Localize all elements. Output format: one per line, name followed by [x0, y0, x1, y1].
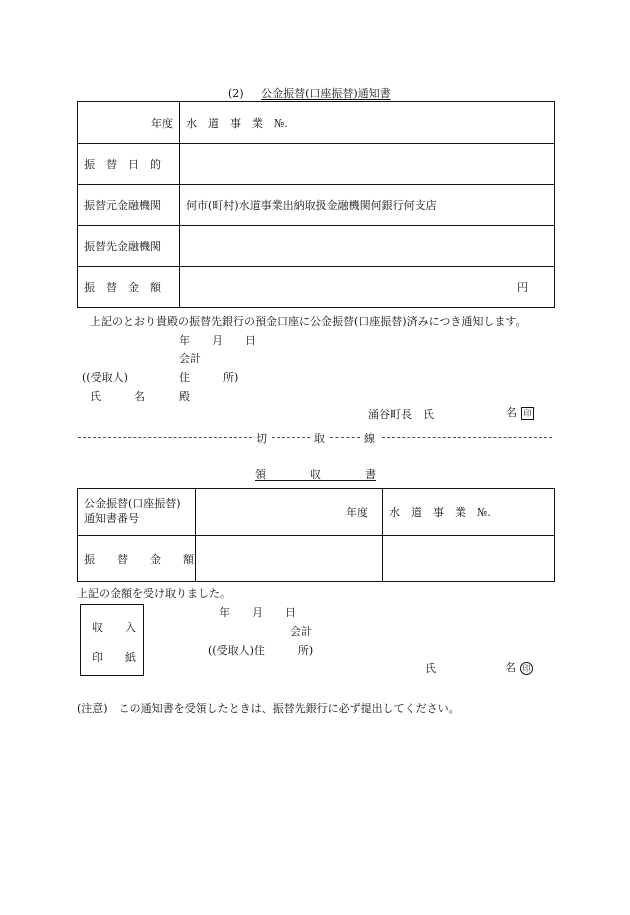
seal-icon: 印 — [520, 662, 533, 675]
cut-dash — [382, 437, 552, 438]
revenue-stamp-box — [80, 604, 144, 676]
amount-label: 振 替 金 額 — [78, 267, 180, 308]
receipt-name-seal — [505, 659, 533, 675]
mayor-title: 涌谷町長 氏 — [368, 408, 434, 421]
cut-dash — [272, 437, 310, 438]
table-row — [78, 536, 555, 582]
mayor-name-label: 名 — [506, 406, 517, 419]
stamp-line-2: 印 紙 — [92, 651, 136, 664]
cut-char-3: 線 — [364, 432, 375, 445]
receipt-amount-label: 振 替 金 額 — [78, 536, 196, 582]
receipt-title: 領 収 書 — [255, 468, 376, 481]
table-row — [78, 102, 555, 144]
notice-honorific: 殿 — [179, 390, 190, 403]
table-row — [78, 489, 555, 536]
table-row — [78, 226, 555, 267]
cut-char-2: 取 — [314, 432, 325, 445]
receipt-year-label: 年度 — [196, 489, 383, 536]
receipt-accounting: 会計 — [290, 625, 312, 638]
receipt-name-prefix: 氏 — [425, 662, 436, 675]
notice-table — [77, 101, 555, 308]
mayor-name-seal — [506, 404, 534, 420]
receipt-name-label: 名 — [505, 661, 516, 674]
cut-line — [78, 431, 552, 443]
notice-title-number: (2) — [228, 87, 244, 100]
cut-dash — [78, 437, 252, 438]
notice-title — [228, 85, 391, 101]
to-bank-value — [180, 226, 555, 267]
notice-date: 年 月 日 — [179, 334, 256, 347]
table-row — [78, 267, 555, 308]
notice-address: 住 所) — [179, 371, 239, 384]
from-bank-label: 振替元金融機関 — [78, 185, 180, 226]
table-row — [78, 144, 555, 185]
receipt-date: 年 月 日 — [219, 606, 296, 619]
receipt-year-value: 水 道 事 業 №. — [383, 489, 555, 536]
cut-char-1: 切 — [256, 432, 267, 445]
table-row — [78, 185, 555, 226]
cut-dash — [330, 437, 360, 438]
notice-statement: 上記のとおり貴殿の振替先銀行の預金口座に公金振替(口座振替)済みにつき通知します。 — [90, 315, 527, 328]
receipt-statement: 上記の金額を受け取りました。 — [77, 587, 231, 600]
notice-title-text: 公金振替(口座振替)通知書 — [261, 87, 391, 100]
purpose-label: 振 替 日 的 — [78, 144, 180, 185]
amount-unit: 円 — [180, 267, 555, 308]
receipt-amount-extra — [383, 536, 555, 582]
purpose-value — [180, 144, 555, 185]
receipt-amount-value — [196, 536, 383, 582]
stamp-line-1: 収 入 — [92, 621, 136, 634]
to-bank-label: 振替先金融機関 — [78, 226, 180, 267]
notice-accounting: 会計 — [179, 352, 201, 365]
year-value: 水 道 事 業 №. — [180, 102, 555, 144]
from-bank-value: 何市(町村)水道事業出納取扱金融機関何銀行何支店 — [180, 185, 555, 226]
notice-recipient: ((受取人) — [82, 371, 128, 384]
year-label: 年度 — [78, 102, 180, 144]
notice-name-label: 氏 名 — [90, 390, 145, 403]
receipt-table — [77, 488, 555, 582]
seal-icon: 印 — [521, 407, 534, 420]
note: (注意) この通知書を受領したときは、振替先銀行に必ず提出してください。 — [77, 702, 460, 715]
receipt-recipient-address: ((受取人)住 所) — [208, 644, 314, 657]
receipt-number-label: 公金振替(口座振替) 通知書番号 — [78, 489, 196, 536]
